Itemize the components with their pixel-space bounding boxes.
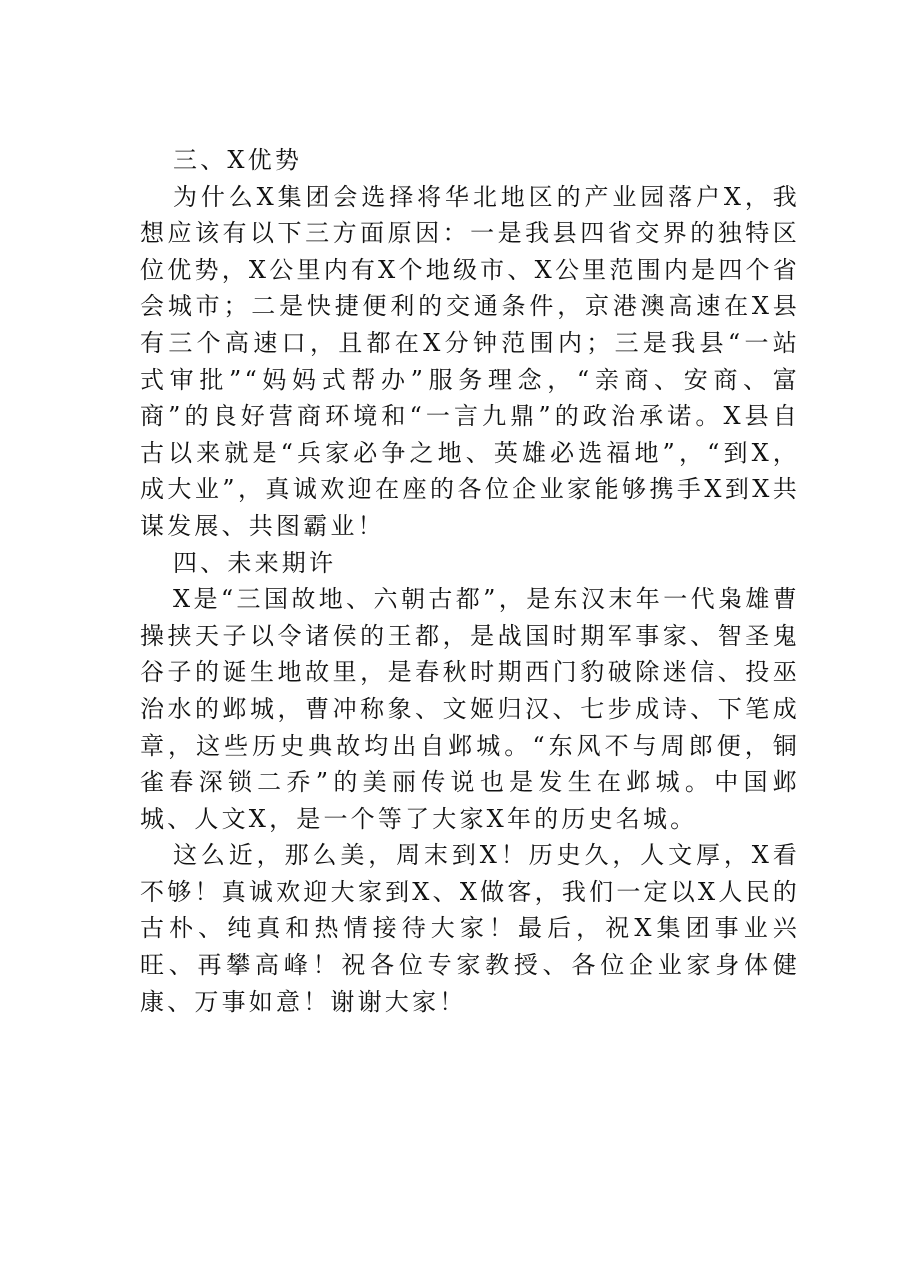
section-heading-future: 四、未来期许 (173, 548, 337, 577)
section-heading-advantages: 三、X优势 (173, 146, 303, 174)
paragraph-welcome: 这么近，那么美，周末到X！历史久，人文厚，X看不够！真诚欢迎大家到X、X做客，我们一定以X人民的古朴、纯真和热情接待大家！最后，祝X集团事业兴旺、再攀高峰！祝各位专家教授、各位企业家身体健康、万事如意！谢谢大家！ (140, 841, 800, 1016)
paragraph-history: X是“三国故地、六朝古都”，是东汉末年一代枭雄曹操挟天子以令诸侯的王都，是战国时期军事家、智圣鬼谷子的诞生地故里，是春秋时期西门豹破除迷信、投巫治水的邺城，曹冲称象、文姬归汉、七步成诗、下笔成章，这些历史典故均出自邺城。“东风不与周郎便，铜雀春深锁二乔”的美丽传说也是发生在邺城。中国邺城、人文X，是一个等了大家X年的历史名城。 (140, 585, 800, 833)
document-body (140, 142, 800, 1020)
paragraph-advantages: 为什么X集团会选择将华北地区的产业园落户X，我想应该有以下三方面原因：一是我县四省交界的独特区位优势，X公里内有X个地级市、X公里范围内是四个省会城市；二是快捷便利的交通条件，京港澳高速在X县有三个高速口，且都在X分钟范围内；三是我县“一站式审批”“妈妈式帮办”服务理念，“亲商、安商、富商”的良好营商环境和“一言九鼎”的政治承诺。X县自古以来就是“兵家必争之地、英雄必选福地”，“到X，成大业”，真诚欢迎在座的各位企业家能够携手X到X共谋发展、共图霸业！ (140, 182, 800, 540)
